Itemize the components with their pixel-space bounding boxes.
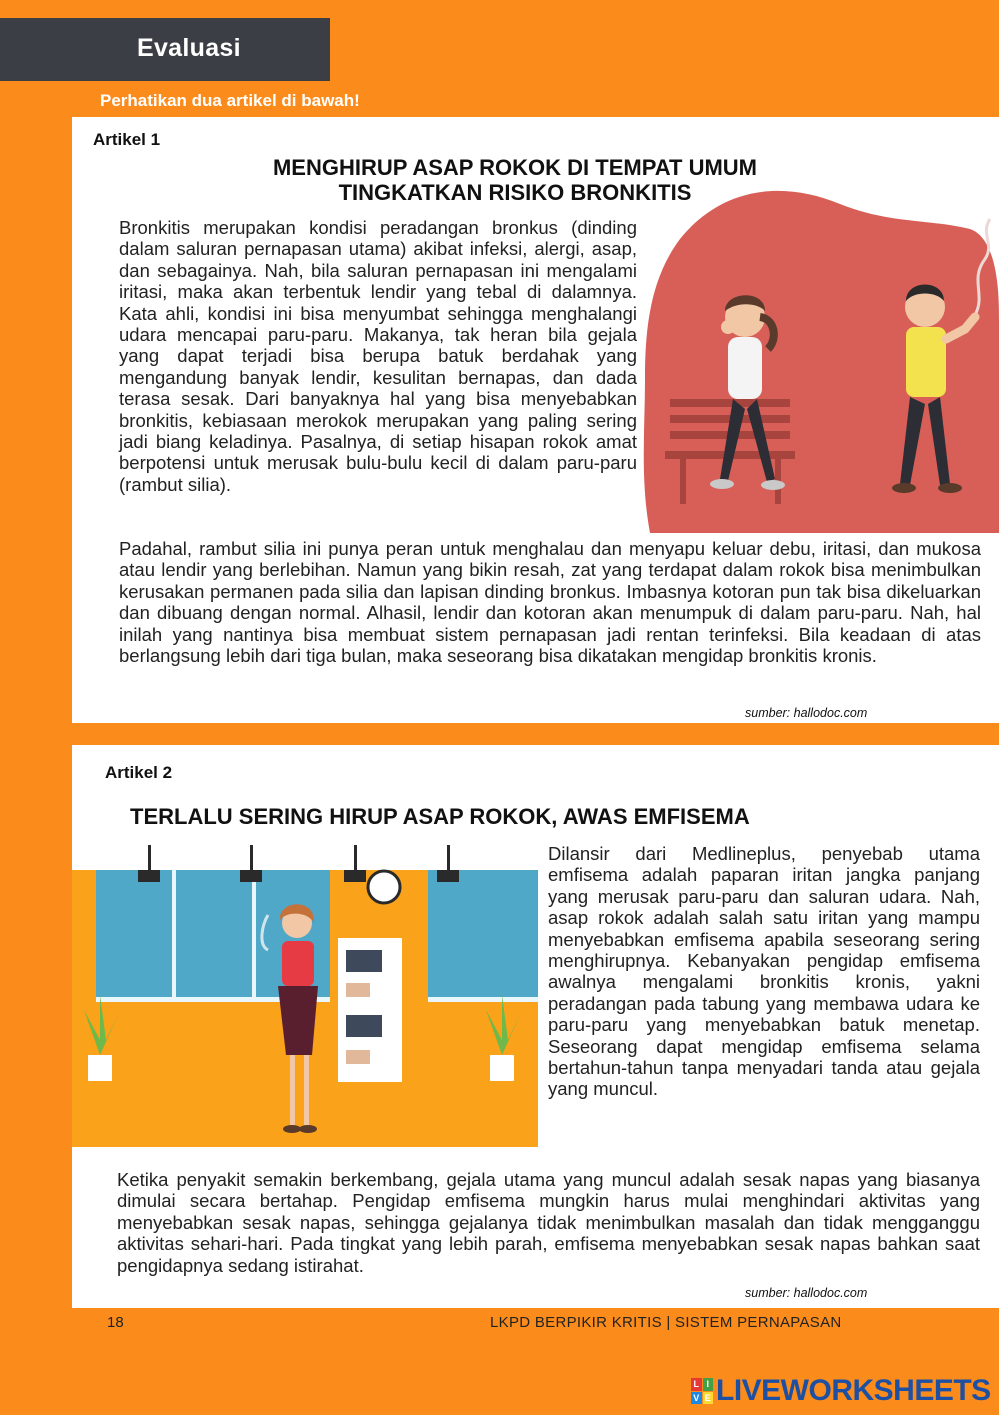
logo-letter-e: E <box>703 1392 714 1405</box>
footer-title: LKPD BERPIKIR KRITIS | SISTEM PERNAPASAN <box>490 1314 842 1331</box>
page-number: 18 <box>107 1314 124 1331</box>
brand-logo-icon <box>691 1378 713 1404</box>
logo-letter-v: V <box>691 1392 702 1405</box>
brand-name: LIVEWORKSHEETS <box>716 1374 991 1407</box>
smoking-in-public-illustration <box>640 179 999 533</box>
article-1-label: Artikel 1 <box>93 130 161 149</box>
logo-letter-i: I <box>703 1378 714 1391</box>
office-smoking-illustration <box>72 845 538 1147</box>
logo-letter-l: L <box>691 1378 702 1391</box>
article-1-card <box>72 117 999 723</box>
article-1-paragraph-2: Padahal, rambut silia ini punya peran untuk menghalau dan menyapu keluar debu, iritasi, dan mukosa atau lendir yang berlebihan. Namun yang bikin resah, zat yang terdapat dalam rokok bisa menimbulkan kerusakan permanen pada silia dan lapisan dinding bronkus. Imbasnya kotoran pun tak bisa dikeluarkan dan dibuang dengan normal. Alhasil, lendir dan kotoran akan menumpuk di dalam paru-paru. Nah, hal inilah yang nantinya bisa membuat sistem pernapasan jadi rentan terinfeksi. Bila keadaan di atas berlangsung lebih dari tiga bulan, maka seseorang bisa dikatakan mengidap bronkitis kronis. <box>119 538 981 667</box>
article-2-card <box>72 745 999 1308</box>
article-2-paragraph-1: Dilansir dari Medlineplus, penyebab utama emfisema adalah paparan iritan jangka panjang yang merusak paru-paru dan saluran udara. Nah, asap rokok adalah salah satu iritan yang mampu menyebabkan emfisema apabila seseorang sering menghirupnya. Kebanyakan pengidap emfisema awalnya mengalami bronkitis kronis, yakni peradangan pada tabung yang membawa udara ke paru-paru yang menyebabkan batuk menetap. Seseorang dapat mengidap emfisema selama bertahun-tahun tanpa menyadari tanda atau gejala yang muncul. <box>548 843 980 1100</box>
wall-clock <box>368 871 400 903</box>
office-windows <box>96 870 538 1002</box>
instruction-text: Perhatikan dua artikel di bawah! <box>100 91 360 110</box>
article-1-title-line-2: TINGKATKAN RISIKO BRONKITIS <box>338 180 692 205</box>
section-tab <box>0 18 330 81</box>
article-1-title-line-1: MENGHIRUP ASAP ROKOK DI TEMPAT UMUM <box>272 155 757 180</box>
liveworksheets-brand[interactable] <box>691 1374 991 1408</box>
bookshelf <box>338 938 402 1082</box>
article-2-paragraph-2: Ketika penyakit semakin berkembang, gejala utama yang muncul adalah sesak napas yang biasanya dimulai secara bertahap. Pengidap emfisema mungkin harus mulai menghindari aktivitas yang menyebabkan sesak napas, sehingga gejalanya tidak menimbulkan masalah dan tidak mengganggu aktivitas sehari-hari. Pada tingkat yang lebih parah, emfisema menyebabkan sesak napas bahkan saat pengidapnya sedang istirahat. <box>117 1169 980 1276</box>
article-2-label: Artikel 2 <box>105 763 173 782</box>
article-2-title: TERLALU SERING HIRUP ASAP ROKOK, AWAS EMFISEMA <box>130 804 750 829</box>
article-1-paragraph-1: Bronkitis merupakan kondisi peradangan bronkus (dinding dalam saluran pernapasan utama) akibat infeksi, alergi, asap, dan sebagainya. Nah, bila saluran pernapasan ini mengalami iritasi, maka akan terbentuk lendir yang tebal di dalamnya. Kata ahli, kondisi ini bisa menyumbat sehingga menghalangi udara mencapai paru-paru. Makanya, tak heran bila gejala yang dapat terjadi bisa berupa batuk berdahak yang mengandung banyak lendir, kesulitan bernapas, dan dada terasa sesak. Dari banyaknya hal yang bisa menyebabkan bronkitis, kebiasaan merokok merupakan yang paling sering jadi biang keladinya. Pasalnya, di setiap hisapan rokok amat berpotensi untuk merusak bulu-bulu kecil di dalam paru-paru (rambut silia). <box>119 217 637 495</box>
article-1-source: sumber: hallodoc.com <box>745 706 868 720</box>
article-2-source: sumber: hallodoc.com <box>745 1286 868 1300</box>
section-title: Evaluasi <box>137 34 241 62</box>
